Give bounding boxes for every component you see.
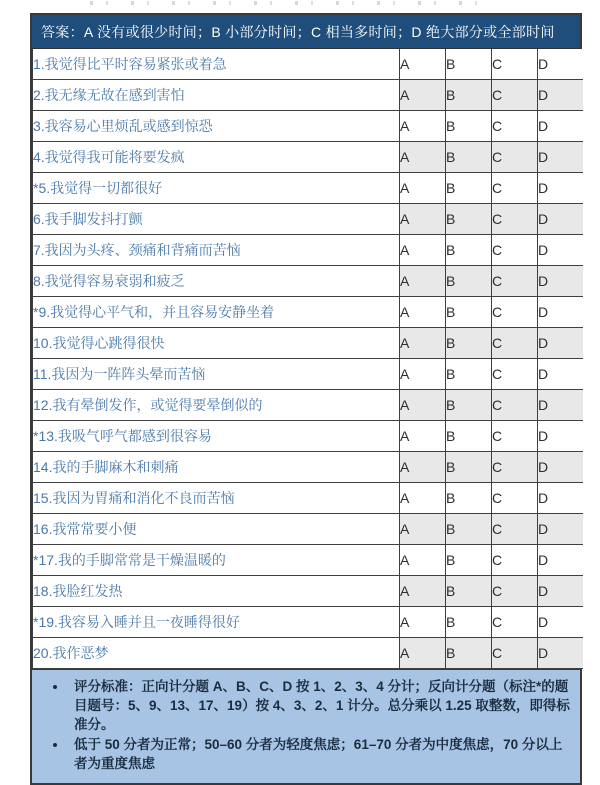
table-row bbox=[33, 514, 584, 545]
question-text: 14.我的手脚麻木和刺痛 bbox=[33, 452, 400, 483]
question-text: *9.我觉得心平气和，并且容易安静坐着 bbox=[33, 297, 400, 328]
table-row bbox=[33, 452, 584, 483]
option-cell-c[interactable]: C bbox=[492, 421, 538, 452]
question-text: 10.我觉得心跳得很快 bbox=[33, 328, 400, 359]
option-cell-d[interactable]: D bbox=[538, 49, 584, 80]
answer-key-header: 答案：A 没有或很少时间；B 小部分时间；C 相当多时间；D 绝大部分或全部时间 bbox=[32, 15, 580, 49]
option-cell-a[interactable]: A bbox=[400, 421, 446, 452]
question-text: 8.我觉得容易衰弱和疲乏 bbox=[33, 266, 400, 297]
option-cell-c[interactable]: C bbox=[492, 49, 538, 80]
question-text: 3.我容易心里烦乱或感到惊恐 bbox=[33, 111, 400, 142]
scoring-rule-item: • 评分标准：正向计分题 A、B、C、D 按 1、2、3、4 分计；反向计分题（标注*的题目题号：5、9、13、17、19）按 4、3、2、1 计分。总分乘以 1.25 取整数，即得标准分。 bbox=[68, 677, 570, 734]
question-text: 20.我作恶梦 bbox=[33, 638, 400, 669]
option-cell-a[interactable]: A bbox=[400, 545, 446, 576]
option-cell-d[interactable]: D bbox=[538, 638, 584, 669]
option-cell-b[interactable]: B bbox=[446, 142, 492, 173]
option-cell-a[interactable]: A bbox=[400, 576, 446, 607]
option-cell-d[interactable]: D bbox=[538, 80, 584, 111]
option-cell-b[interactable]: B bbox=[446, 483, 492, 514]
option-cell-d[interactable]: D bbox=[538, 545, 584, 576]
table-row bbox=[33, 576, 584, 607]
table-row bbox=[33, 111, 584, 142]
option-cell-a[interactable]: A bbox=[400, 173, 446, 204]
question-text: 15.我因为胃痛和消化不良而苦恼 bbox=[33, 483, 400, 514]
question-text: 16.我常常要小便 bbox=[33, 514, 400, 545]
option-cell-a[interactable]: A bbox=[400, 142, 446, 173]
table-row bbox=[33, 297, 584, 328]
option-cell-b[interactable]: B bbox=[446, 607, 492, 638]
option-cell-b[interactable]: B bbox=[446, 452, 492, 483]
option-cell-a[interactable]: A bbox=[400, 328, 446, 359]
option-cell-c[interactable]: C bbox=[492, 328, 538, 359]
score-interpretation-item: • 低于 50 分者为正常；50–60 分者为轻度焦虑；61–70 分者为中度焦虑，70 分以上者为重度焦虑 bbox=[68, 735, 570, 773]
option-cell-c[interactable]: C bbox=[492, 80, 538, 111]
option-cell-a[interactable]: A bbox=[400, 204, 446, 235]
table-row bbox=[33, 545, 584, 576]
option-cell-b[interactable]: B bbox=[446, 266, 492, 297]
option-cell-d[interactable]: D bbox=[538, 142, 584, 173]
question-text: 6.我手脚发抖打颤 bbox=[33, 204, 400, 235]
option-cell-c[interactable]: C bbox=[492, 359, 538, 390]
option-cell-d[interactable]: D bbox=[538, 297, 584, 328]
option-cell-c[interactable]: C bbox=[492, 390, 538, 421]
question-text: *17.我的手脚常常是干燥温暖的 bbox=[33, 545, 400, 576]
option-cell-b[interactable]: B bbox=[446, 576, 492, 607]
option-cell-a[interactable]: A bbox=[400, 483, 446, 514]
option-cell-a[interactable]: A bbox=[400, 607, 446, 638]
option-cell-c[interactable]: C bbox=[492, 514, 538, 545]
question-text: 1.我觉得比平时容易紧张或着急 bbox=[33, 49, 400, 80]
question-text: 18.我脸红发热 bbox=[33, 576, 400, 607]
option-cell-d[interactable]: D bbox=[538, 111, 584, 142]
table-row bbox=[33, 204, 584, 235]
option-cell-b[interactable]: B bbox=[446, 328, 492, 359]
option-cell-a[interactable]: A bbox=[400, 638, 446, 669]
option-cell-a[interactable]: A bbox=[400, 49, 446, 80]
table-row bbox=[33, 421, 584, 452]
option-cell-d[interactable]: D bbox=[538, 235, 584, 266]
option-cell-a[interactable]: A bbox=[400, 514, 446, 545]
table-row bbox=[33, 80, 584, 111]
option-cell-d[interactable]: D bbox=[538, 266, 584, 297]
table-row bbox=[33, 390, 584, 421]
question-text: 7.我因为头疼、颈痛和背痛而苦恼 bbox=[33, 235, 400, 266]
table-row bbox=[33, 638, 584, 669]
question-text: 4.我觉得我可能将要发疯 bbox=[33, 142, 400, 173]
option-cell-b[interactable]: B bbox=[446, 638, 492, 669]
option-cell-a[interactable]: A bbox=[400, 266, 446, 297]
option-cell-b[interactable]: B bbox=[446, 204, 492, 235]
option-cell-b[interactable]: B bbox=[446, 390, 492, 421]
table-row bbox=[33, 266, 584, 297]
scoring-notes bbox=[32, 669, 580, 783]
option-cell-a[interactable]: A bbox=[400, 452, 446, 483]
option-cell-d[interactable]: D bbox=[538, 421, 584, 452]
question-text: 11.我因为一阵阵头晕而苦恼 bbox=[33, 359, 400, 390]
option-cell-b[interactable]: B bbox=[446, 545, 492, 576]
option-cell-a[interactable]: A bbox=[400, 390, 446, 421]
table-row bbox=[33, 359, 584, 390]
table-row bbox=[33, 49, 584, 80]
option-cell-a[interactable]: A bbox=[400, 80, 446, 111]
option-cell-b[interactable]: B bbox=[446, 514, 492, 545]
question-text: 12.我有晕倒发作，或觉得要晕倒似的 bbox=[33, 390, 400, 421]
option-cell-d[interactable]: D bbox=[538, 328, 584, 359]
option-cell-a[interactable]: A bbox=[400, 111, 446, 142]
option-cell-c[interactable]: C bbox=[492, 142, 538, 173]
option-cell-d[interactable]: D bbox=[538, 514, 584, 545]
option-cell-a[interactable]: A bbox=[400, 359, 446, 390]
option-cell-c[interactable]: C bbox=[492, 638, 538, 669]
option-cell-d[interactable]: D bbox=[538, 576, 584, 607]
option-cell-b[interactable]: B bbox=[446, 235, 492, 266]
option-cell-c[interactable]: C bbox=[492, 266, 538, 297]
option-cell-b[interactable]: B bbox=[446, 421, 492, 452]
option-cell-c[interactable]: C bbox=[492, 297, 538, 328]
option-cell-b[interactable]: B bbox=[446, 80, 492, 111]
option-cell-c[interactable]: C bbox=[492, 111, 538, 142]
option-cell-d[interactable]: D bbox=[538, 173, 584, 204]
table-row bbox=[33, 483, 584, 514]
questionnaire-table bbox=[30, 13, 582, 785]
question-text: *13.我吸气呼气都感到很容易 bbox=[33, 421, 400, 452]
option-cell-d[interactable]: D bbox=[538, 607, 584, 638]
option-cell-c[interactable]: C bbox=[492, 204, 538, 235]
option-cell-c[interactable]: C bbox=[492, 576, 538, 607]
questions-table bbox=[32, 49, 583, 669]
table-row bbox=[33, 328, 584, 359]
option-cell-c[interactable]: C bbox=[492, 173, 538, 204]
option-cell-b[interactable]: B bbox=[446, 111, 492, 142]
option-cell-d[interactable]: D bbox=[538, 452, 584, 483]
option-cell-d[interactable]: D bbox=[538, 359, 584, 390]
table-row bbox=[33, 235, 584, 266]
question-text: 2.我无缘无故在感到害怕 bbox=[33, 80, 400, 111]
option-cell-a[interactable]: A bbox=[400, 235, 446, 266]
table-row bbox=[33, 142, 584, 173]
option-cell-a[interactable]: A bbox=[400, 297, 446, 328]
option-cell-c[interactable]: C bbox=[492, 235, 538, 266]
table-row bbox=[33, 173, 584, 204]
scoring-notes-list bbox=[38, 677, 570, 773]
option-cell-d[interactable]: D bbox=[538, 204, 584, 235]
option-cell-b[interactable]: B bbox=[446, 359, 492, 390]
question-text: *19.我容易入睡并且一夜睡得很好 bbox=[33, 607, 400, 638]
cropped-text-remnant bbox=[80, 1, 500, 5]
question-text: *5.我觉得一切都很好 bbox=[33, 173, 400, 204]
option-cell-c[interactable]: C bbox=[492, 607, 538, 638]
option-cell-c[interactable]: C bbox=[492, 452, 538, 483]
table-row bbox=[33, 607, 584, 638]
option-cell-b[interactable]: B bbox=[446, 49, 492, 80]
option-cell-b[interactable]: B bbox=[446, 297, 492, 328]
option-cell-c[interactable]: C bbox=[492, 545, 538, 576]
option-cell-d[interactable]: D bbox=[538, 390, 584, 421]
option-cell-d[interactable]: D bbox=[538, 483, 584, 514]
option-cell-c[interactable]: C bbox=[492, 483, 538, 514]
option-cell-b[interactable]: B bbox=[446, 173, 492, 204]
